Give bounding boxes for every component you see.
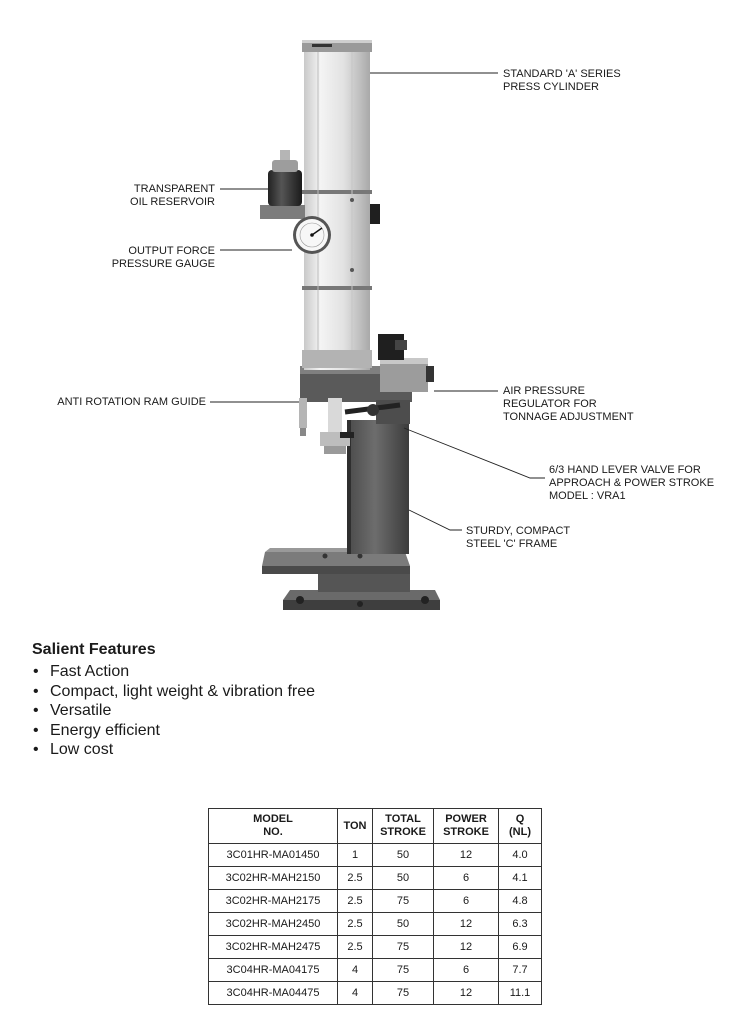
cell-ton: 2.5 bbox=[338, 890, 373, 913]
cell-ton: 2.5 bbox=[338, 913, 373, 936]
callout-line: MODEL : VRA1 bbox=[549, 490, 626, 502]
callout-line: STURDY, COMPACT bbox=[466, 525, 571, 537]
callout-line: ANTI ROTATION RAM GUIDE bbox=[57, 396, 206, 408]
header-line: POWER bbox=[445, 813, 487, 825]
callout-reservoir bbox=[130, 183, 215, 209]
cell-q: 7.7 bbox=[499, 959, 542, 982]
cell-power-stroke: 12 bbox=[434, 913, 499, 936]
cell-ton: 2.5 bbox=[338, 936, 373, 959]
callout-line: APPROACH & POWER STROKE bbox=[549, 477, 715, 489]
features-list bbox=[32, 662, 315, 760]
oil-reservoir bbox=[260, 150, 305, 219]
callout-valve bbox=[549, 464, 714, 503]
callout-gauge bbox=[112, 245, 215, 271]
callout-line: TONNAGE ADJUSTMENT bbox=[503, 411, 634, 423]
callout-ram-guide bbox=[57, 396, 206, 409]
cell-total-stroke: 50 bbox=[373, 844, 434, 867]
cell-ton: 4 bbox=[338, 959, 373, 982]
cell-q: 6.9 bbox=[499, 936, 542, 959]
header-total-stroke bbox=[373, 809, 434, 844]
cell-q: 11.1 bbox=[499, 982, 542, 1005]
feature-item: • Energy efficient bbox=[32, 721, 315, 741]
cell-total-stroke: 75 bbox=[373, 959, 434, 982]
callout-line: STEEL 'C' FRAME bbox=[466, 538, 558, 550]
spec-table bbox=[208, 808, 542, 1005]
table-row bbox=[209, 913, 542, 936]
callout-line: AIR PRESSURE bbox=[503, 385, 585, 397]
header-line: STROKE bbox=[443, 826, 489, 838]
table-row bbox=[209, 844, 542, 867]
header-line: STROKE bbox=[380, 826, 426, 838]
callout-cylinder bbox=[503, 68, 621, 94]
callout-line: 6/3 HAND LEVER VALVE FOR bbox=[549, 464, 701, 476]
cell-q: 6.3 bbox=[499, 913, 542, 936]
cell-ton: 2.5 bbox=[338, 867, 373, 890]
cell-model: 3C01HR-MA01450 bbox=[209, 844, 338, 867]
table-row bbox=[209, 867, 542, 890]
callout-line: PRESSURE GAUGE bbox=[111, 258, 215, 270]
cell-total-stroke: 75 bbox=[373, 982, 434, 1005]
cell-model: 3C02HR-MAH2150 bbox=[209, 867, 338, 890]
callout-line: TRANSPARENT bbox=[133, 183, 215, 195]
callout-line: PRESS CYLINDER bbox=[503, 81, 599, 93]
callout-line: OIL RESERVOIR bbox=[130, 196, 215, 208]
base-plate bbox=[283, 590, 440, 610]
header-line: (NL) bbox=[509, 826, 531, 838]
feature-item: • Fast Action bbox=[32, 662, 315, 682]
callout-frame bbox=[466, 525, 570, 551]
callout-line: OUTPUT FORCE bbox=[128, 245, 215, 257]
cell-power-stroke: 6 bbox=[434, 890, 499, 913]
cell-model: 3C04HR-MA04175 bbox=[209, 959, 338, 982]
salient-features bbox=[32, 640, 315, 760]
cell-power-stroke: 6 bbox=[434, 867, 499, 890]
callout-line: REGULATOR FOR bbox=[503, 398, 597, 410]
cell-model: 3C02HR-MAH2450 bbox=[209, 913, 338, 936]
cell-model: 3C02HR-MAH2475 bbox=[209, 936, 338, 959]
cell-ton: 1 bbox=[338, 844, 373, 867]
cell-power-stroke: 6 bbox=[434, 959, 499, 982]
cell-total-stroke: 50 bbox=[373, 913, 434, 936]
cell-power-stroke: 12 bbox=[434, 982, 499, 1005]
header-model bbox=[209, 809, 338, 844]
callout-line: STANDARD 'A' SERIES bbox=[503, 68, 621, 80]
table-row bbox=[209, 959, 542, 982]
header-q bbox=[499, 809, 542, 844]
header-line: TOTAL bbox=[385, 813, 421, 825]
cell-total-stroke: 75 bbox=[373, 936, 434, 959]
table-row bbox=[209, 982, 542, 1005]
header-line: NO. bbox=[263, 826, 283, 838]
feature-item: • Compact, light weight & vibration free bbox=[32, 682, 315, 702]
header-line: Q bbox=[515, 813, 525, 825]
header-line: MODEL bbox=[253, 813, 293, 825]
callout-regulator bbox=[503, 385, 634, 424]
table-row bbox=[209, 890, 542, 913]
feature-item: • Versatile bbox=[32, 701, 315, 721]
features-title: Salient Features bbox=[32, 641, 156, 658]
header-line: TON bbox=[343, 819, 367, 832]
press-cylinder bbox=[302, 40, 380, 370]
header-power-stroke bbox=[434, 809, 499, 844]
feature-item: • Low cost bbox=[32, 740, 315, 760]
cell-model: 3C04HR-MA04475 bbox=[209, 982, 338, 1005]
table-header-row bbox=[209, 809, 542, 844]
table-row bbox=[209, 936, 542, 959]
c-frame bbox=[300, 366, 412, 554]
cell-q: 4.0 bbox=[499, 844, 542, 867]
cell-model: 3C02HR-MAH2175 bbox=[209, 890, 338, 913]
cell-total-stroke: 75 bbox=[373, 890, 434, 913]
cell-power-stroke: 12 bbox=[434, 844, 499, 867]
cell-power-stroke: 12 bbox=[434, 936, 499, 959]
cell-q: 4.1 bbox=[499, 867, 542, 890]
pressure-gauge bbox=[293, 216, 331, 254]
cell-total-stroke: 50 bbox=[373, 867, 434, 890]
header-ton bbox=[338, 809, 373, 844]
cell-q: 4.8 bbox=[499, 890, 542, 913]
cell-ton: 4 bbox=[338, 982, 373, 1005]
